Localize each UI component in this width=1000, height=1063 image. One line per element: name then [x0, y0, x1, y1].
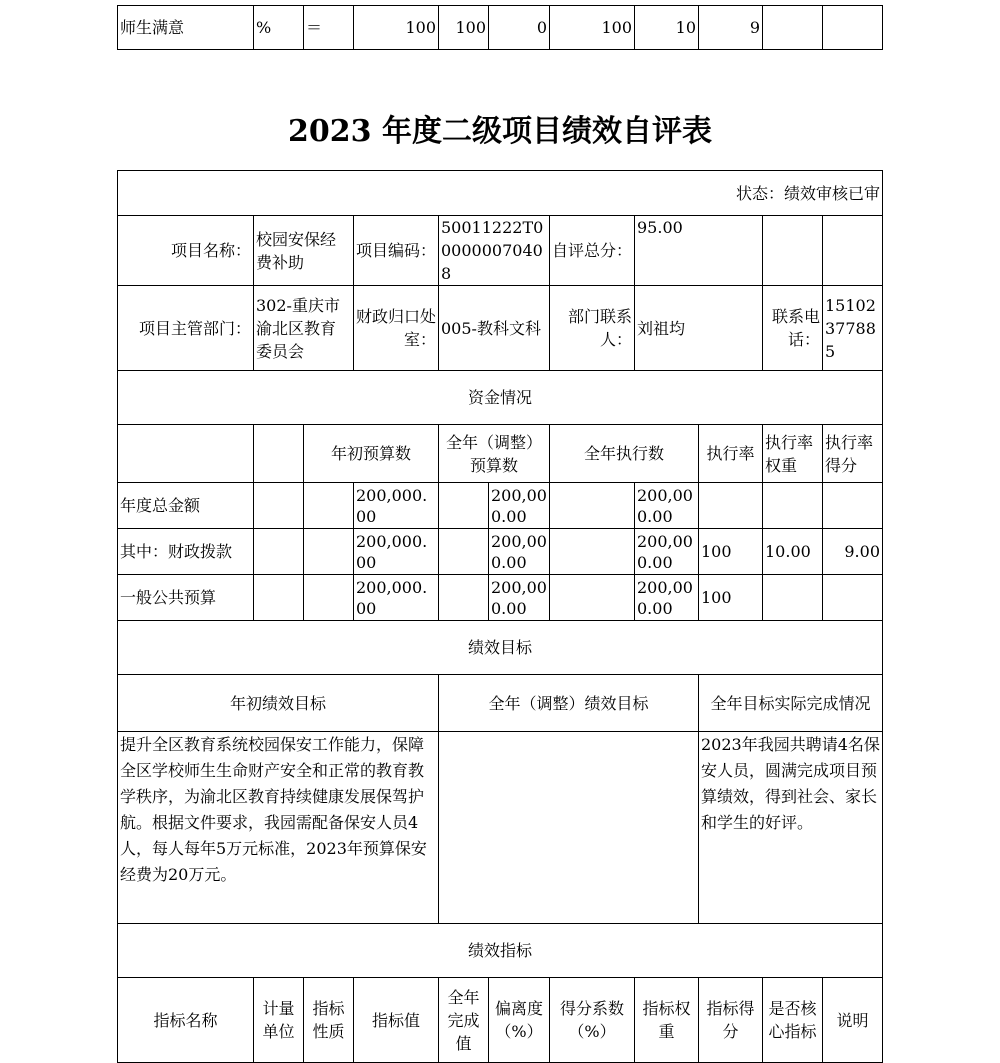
indicator-deviation: 0: [489, 6, 550, 50]
goals-adjusted-header: 全年（调整）绩效目标: [439, 675, 699, 732]
indicator-unit: %: [254, 6, 304, 50]
office-label: 财政归口处室：: [354, 286, 439, 371]
funds-executed: 200,000.00: [635, 529, 699, 575]
indicator-note: [823, 6, 883, 50]
funds-initial: 200,000.00: [354, 483, 439, 529]
goals-actual-header: 全年目标实际完成情况: [699, 675, 883, 732]
self-score-value: 95.00: [635, 216, 763, 286]
ind-header-value: 指标值: [354, 978, 439, 1063]
funds-score: 9.00: [823, 529, 883, 575]
table-row: [118, 675, 883, 732]
indicator-value: 100: [354, 6, 439, 50]
evaluation-table: [117, 170, 883, 1063]
contact-value: 刘祖均: [635, 286, 763, 371]
table-row: [118, 978, 883, 1063]
funds-initial: 200,000.00: [354, 575, 439, 621]
dept-value: 302-重庆市渝北区教育委员会: [254, 286, 354, 371]
funds-header-executed: 全年执行数: [550, 425, 699, 483]
funds-rate: [699, 483, 763, 529]
phone-value: 15102377885: [823, 286, 883, 371]
table-row: [118, 6, 883, 50]
ind-header-name: 指标名称: [118, 978, 254, 1063]
goals-adjusted-text: [439, 732, 699, 924]
table-row: [118, 171, 883, 216]
funds-rate: 100: [699, 529, 763, 575]
table-row: [118, 575, 883, 621]
table-row: [118, 425, 883, 483]
funds-initial: 200,000.00: [354, 529, 439, 575]
dept-label: 项目主管部门：: [118, 286, 254, 371]
funds-section-title: 资金情况: [118, 371, 883, 425]
funds-adjusted: 200,000.00: [489, 529, 550, 575]
indicator-score: 9: [699, 6, 763, 50]
funds-header-adjusted: 全年（调整）预算数: [439, 425, 550, 483]
ind-header-weight: 指标权重: [635, 978, 699, 1063]
funds-header-initial: 年初预算数: [304, 425, 439, 483]
indicator-weight: 10: [635, 6, 699, 50]
table-row: [118, 529, 883, 575]
indicator-nature: ＝: [304, 6, 354, 50]
indicator-name: 师生满意: [118, 6, 254, 50]
funds-score: [823, 483, 883, 529]
ind-header-full-year: 全年完成值: [439, 978, 489, 1063]
funds-weight: 10.00: [763, 529, 823, 575]
phone-label: 联系电话：: [763, 286, 823, 371]
project-code-label: 项目编码：: [354, 216, 439, 286]
indicator-is-core: [763, 6, 823, 50]
goals-initial-header: 年初绩效目标: [118, 675, 439, 732]
ind-header-nature: 指标性质: [304, 978, 354, 1063]
indicators-section-title: 绩效指标: [118, 924, 883, 978]
table-row: [118, 924, 883, 978]
funds-header-rate-weight: 执行率权重: [763, 425, 823, 483]
indicator-continuation-table: [117, 5, 883, 50]
goals-section-title: 绩效目标: [118, 621, 883, 675]
funds-score: [823, 575, 883, 621]
funds-executed: 200,000.00: [635, 575, 699, 621]
funds-adjusted: 200,000.00: [489, 483, 550, 529]
funds-row-label: 年度总金额: [118, 483, 254, 529]
page-title: 2023 年度二级项目绩效自评表: [288, 114, 712, 149]
funds-executed: 200,000.00: [635, 483, 699, 529]
funds-weight: [763, 483, 823, 529]
project-name-label: 项目名称：: [118, 216, 254, 286]
table-row: [118, 216, 883, 286]
goals-actual-text: 2023年我园共聘请4名保安人员，圆满完成项目预算绩效，得到社会、家长和学生的好评。: [699, 732, 883, 924]
project-code-value: 50011222T000000070408: [439, 216, 550, 286]
funds-adjusted: 200,000.00: [489, 575, 550, 621]
indicator-score-coef: 100: [550, 6, 635, 50]
ind-header-score-coef: 得分系数（%）: [550, 978, 635, 1063]
ind-header-score: 指标得分: [699, 978, 763, 1063]
funds-weight: [763, 575, 823, 621]
funds-header-rate: 执行率: [699, 425, 763, 483]
goals-initial-text: 提升全区教育系统校园保安工作能力，保障全区学校师生生命财产安全和正常的教育教学秩序，为渝北区教育持续健康发展保驾护航。根据文件要求，我园需配备保安人员4人，每人每年5万元标准，2023年预算保安经费为20万元。: [118, 732, 439, 924]
contact-label: 部门联系人：: [550, 286, 635, 371]
funds-row-label: 一般公共预算: [118, 575, 254, 621]
table-row: [118, 732, 883, 924]
ind-header-deviation: 偏离度（%）: [489, 978, 550, 1063]
table-row: [118, 286, 883, 371]
office-value: 005-教科文科: [439, 286, 550, 371]
table-row: [118, 621, 883, 675]
ind-header-note: 说明: [823, 978, 883, 1063]
table-row: [118, 483, 883, 529]
ind-header-unit: 计量单位: [254, 978, 304, 1063]
indicator-full-year: 100: [439, 6, 489, 50]
funds-header-rate-score: 执行率得分: [823, 425, 883, 483]
funds-rate: 100: [699, 575, 763, 621]
table-row: [118, 371, 883, 425]
project-name-value: 校园安保经费补助: [254, 216, 354, 286]
ind-header-is-core: 是否核心指标: [763, 978, 823, 1063]
funds-row-label: 其中：财政拨款: [118, 529, 254, 575]
self-score-label: 自评总分：: [550, 216, 635, 286]
status-badge: 状态：绩效审核已审: [118, 171, 883, 216]
